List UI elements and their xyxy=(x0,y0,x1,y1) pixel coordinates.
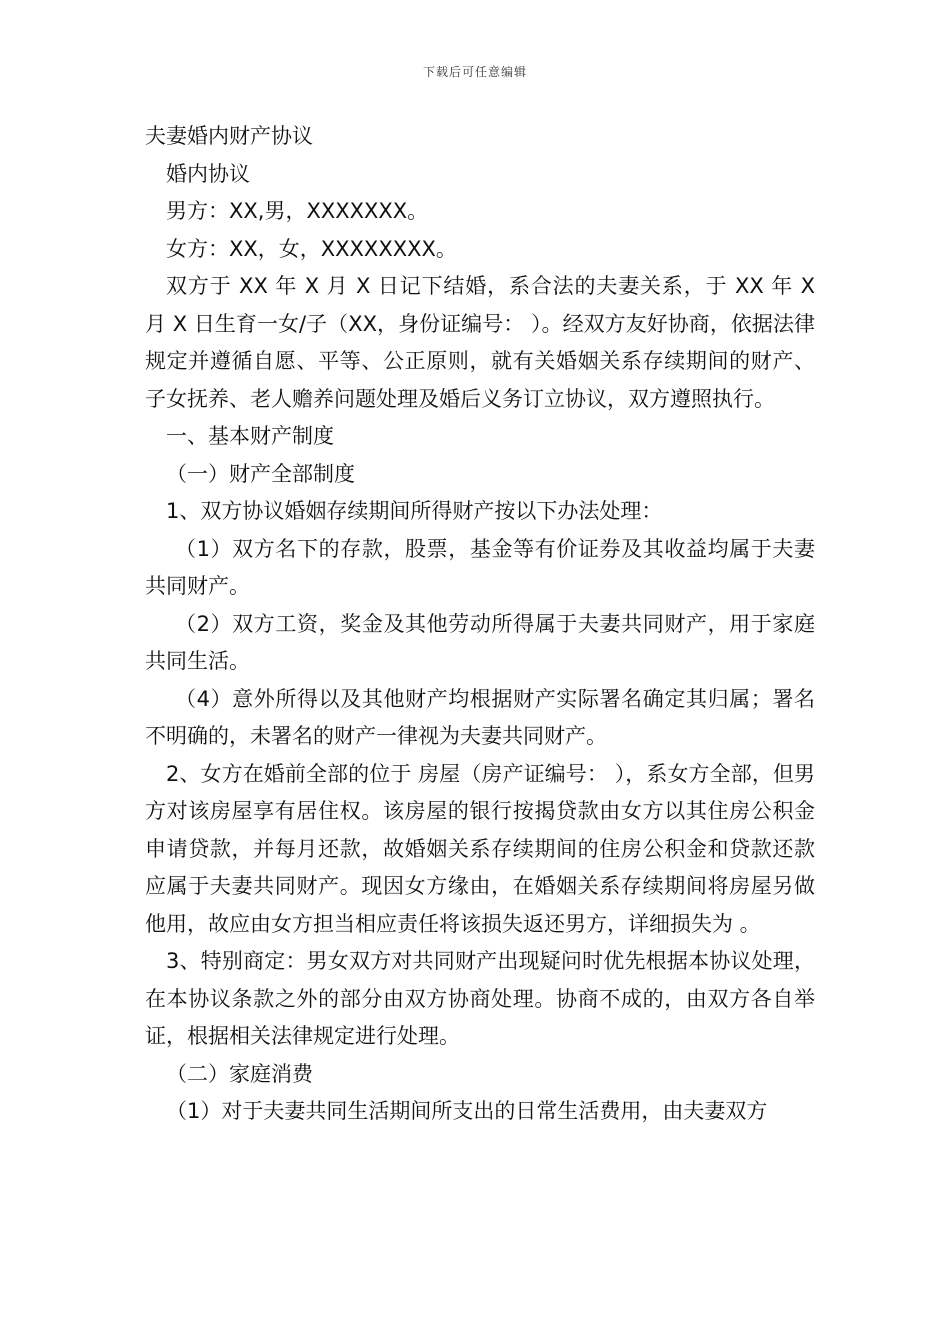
subtitle-paragraph: 婚内协议 xyxy=(166,161,250,186)
document-body xyxy=(145,118,815,1131)
clause-item-paragraph: （1）对于夫妻共同生活期间所支出的日常生活费用，由夫妻双方 xyxy=(166,1099,768,1123)
section-heading: 一、基本财产制度 xyxy=(166,424,334,448)
page-header: 下载后可任意编辑 xyxy=(422,65,527,79)
clause-paragraph: 3、特别商定：男女双方对共同财产出现疑问时优先根据本协议处理，在本协议条款之外的部分由双方协商处理。协商不成的，由双方各自举证，根据相关法律规定进行处理。 xyxy=(145,949,815,1048)
subsection-heading: （一）财产全部制度 xyxy=(166,461,355,486)
clause-paragraph: 1、双方协议婚姻存续期间所得财产按以下办法处理： xyxy=(166,499,663,523)
clause-paragraph: 2、女方在婚前全部的位于 房屋（房产证编号： ），系女方全部，但男方对该房屋享有居住权。该房屋的银行按揭贷款由女方以其住房公积金申请贷款，并每月还款，故婚姻关系存续期间的住房公积金和贷款还款应属于夫妻共同财产。现因女方缘由，在婚姻关系存续期间将房屋另做他用，故应由女方担当相应责任将该损失返还男方，详细损失为 。 xyxy=(145,761,815,936)
clause-item-paragraph: （2）双方工资，奖金及其他劳动所得属于夫妻共同财产，用于家庭共同生活。 xyxy=(145,611,815,673)
clause-item-paragraph: （4）意外所得以及其他财产均根据财产实际署名确定其归属；署名不明确的，未署名的财产一律视为夫妻共同财产。 xyxy=(145,686,815,748)
wife-info-paragraph: 女方：XX，女，XXXXXXXX。 xyxy=(166,236,457,261)
preamble-paragraph: 双方于 XX 年 X 月 X 日记下结婚，系合法的夫妻关系，于 XX 年 X 月 X 日生育一女/子（XX，身份证编号： ）。经双方友好协商，依据法律规定并遵循自愿、平等、公正原则，就有关婚姻关系存续期间的财产、子女抚养、老人赡养问题处理及婚后义务订立协议，双方遵照执行。 xyxy=(145,274,815,411)
husband-info-paragraph: 男方：XX,男，XXXXXXX。 xyxy=(166,199,429,223)
clause-item-paragraph: （1）双方名下的存款，股票，基金等有价证券及其收益均属于夫妻共同财产。 xyxy=(145,536,815,598)
document-title: 夫妻婚内财产协议 xyxy=(145,124,313,148)
subsection-heading: （二）家庭消费 xyxy=(166,1061,313,1086)
